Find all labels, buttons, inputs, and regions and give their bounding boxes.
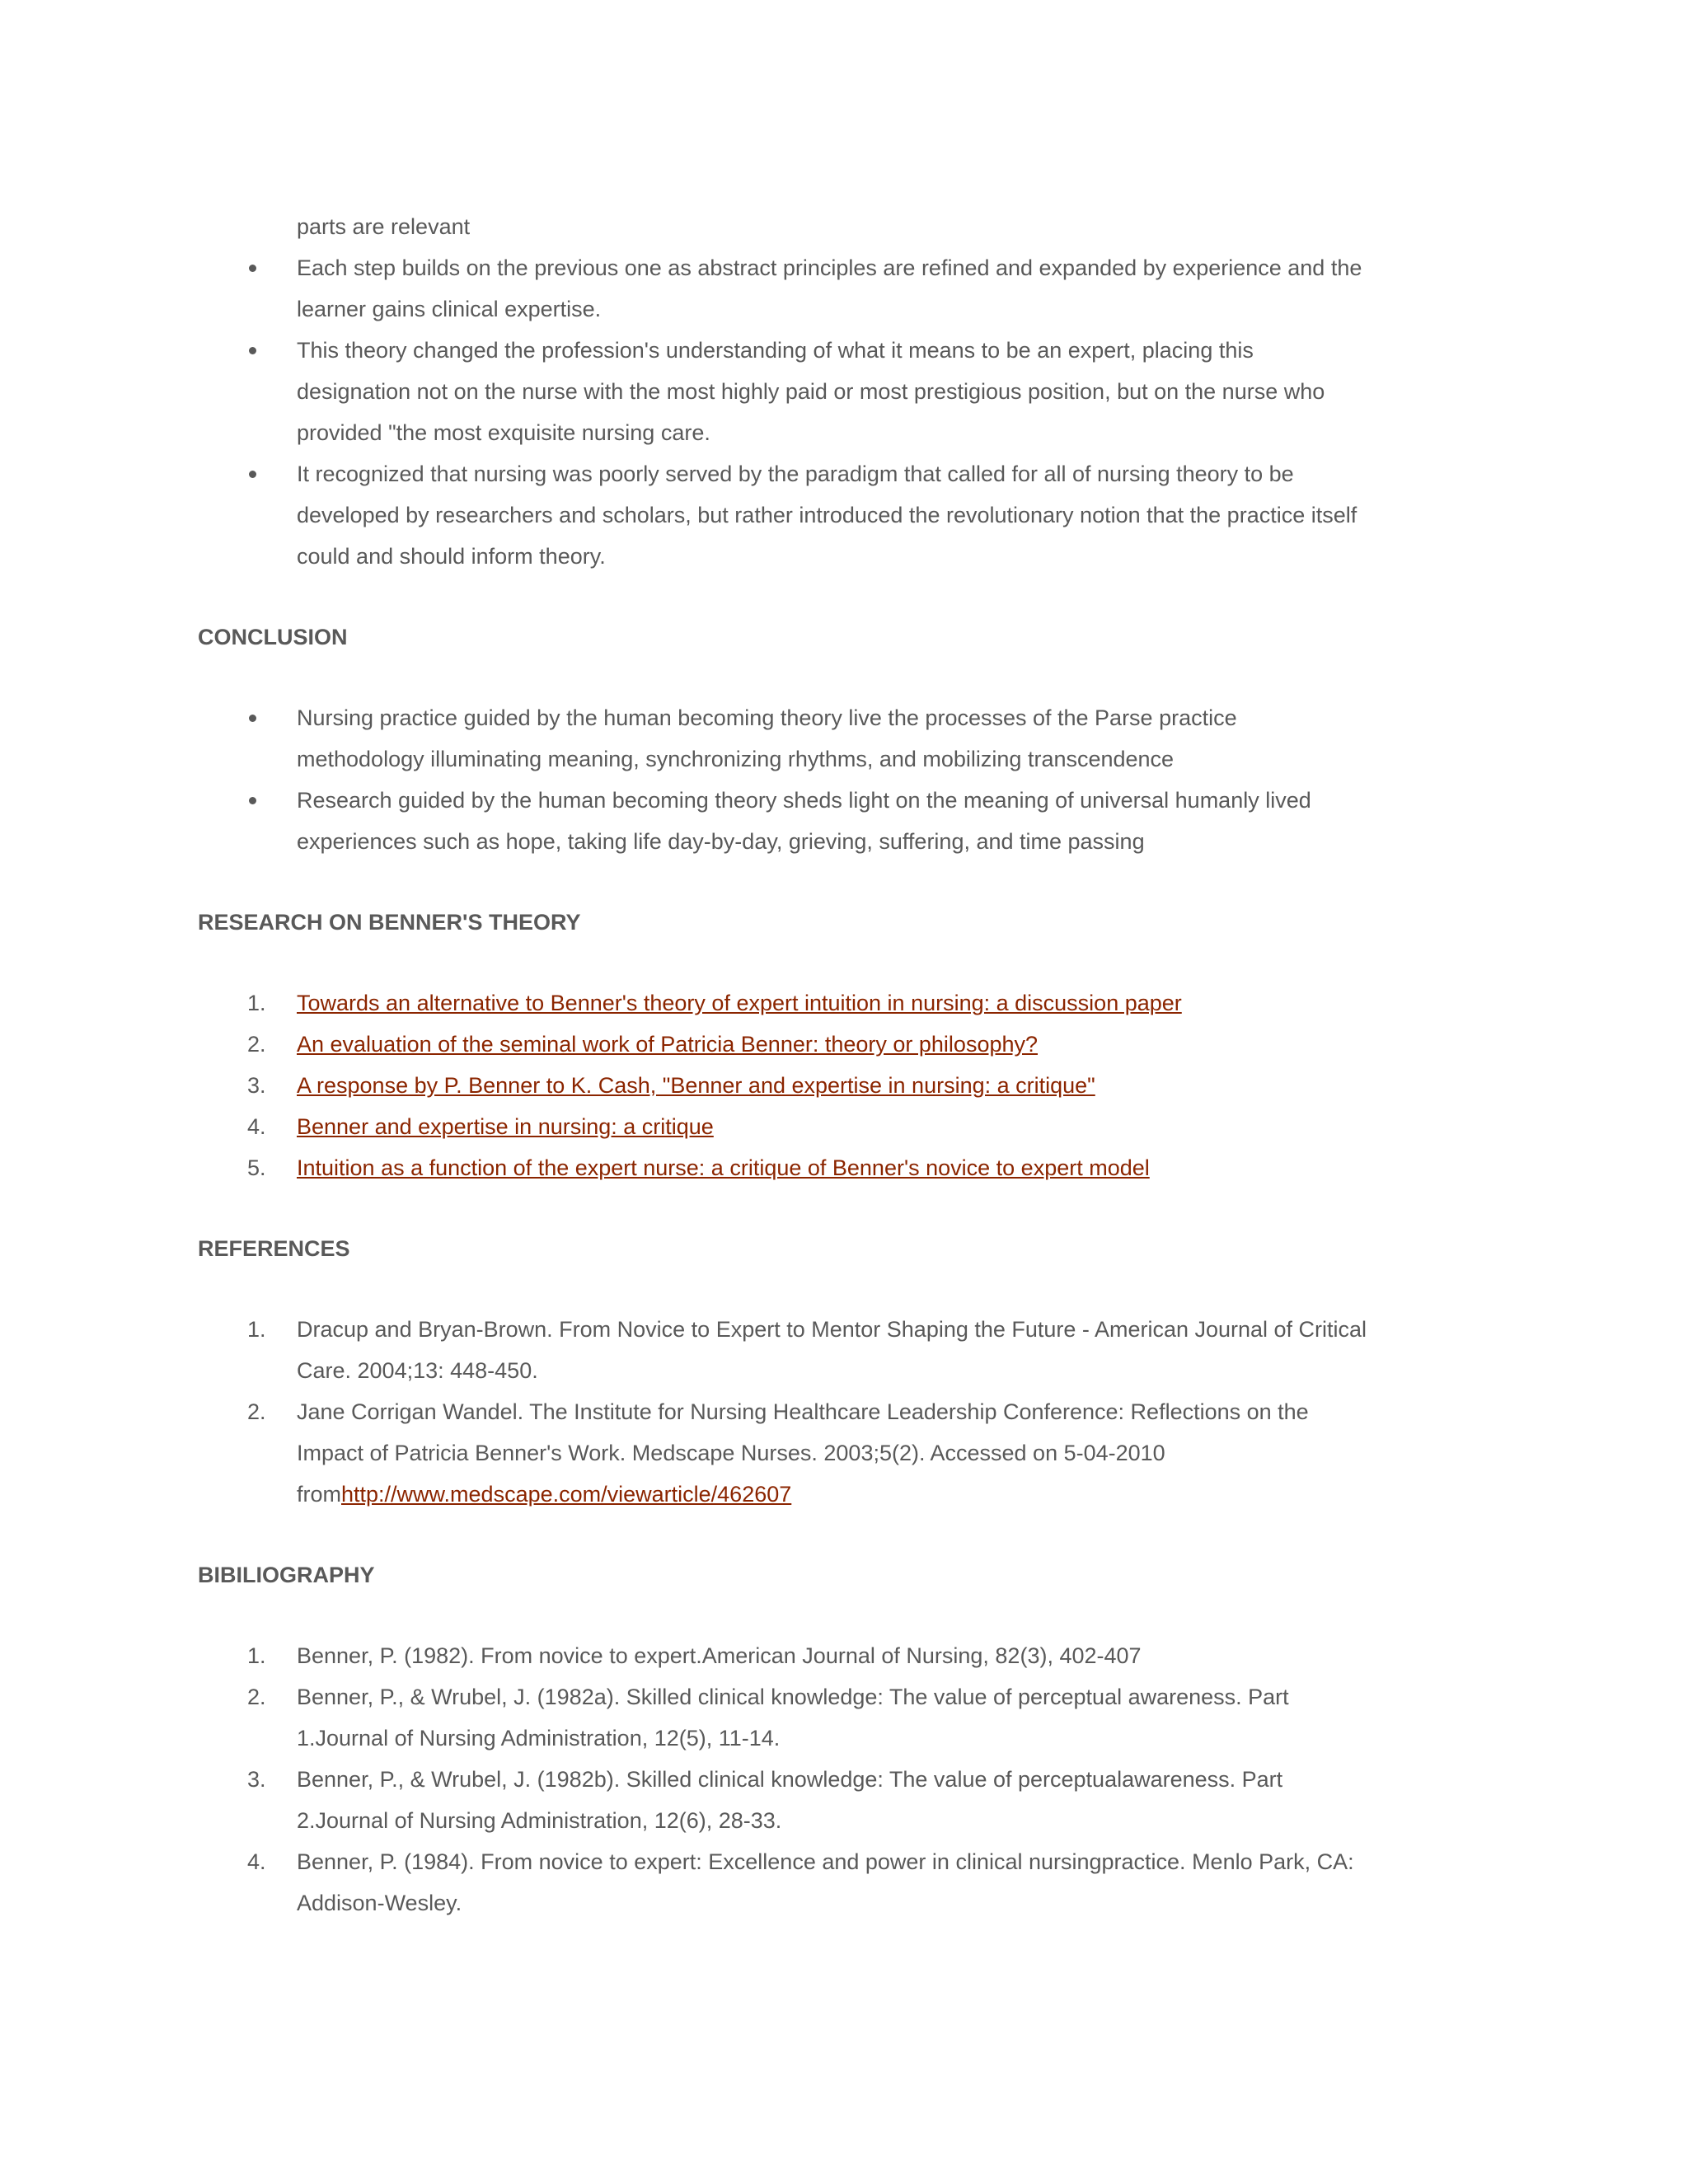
reference-text: Dracup and Bryan-Brown. From Novice to Expert to Mentor Shaping the Future - American Journal of Critical Care. 2004;13: 448-450. (297, 1317, 1367, 1383)
medscape-link[interactable]: http://www.medscape.com/viewarticle/462607 (341, 1482, 792, 1507)
list-item (198, 330, 1368, 453)
bullet-text: It recognized that nursing was poorly served by the paradigm that called for all of nursing theory to be developed by researchers and scholars, but rather introduced the revolutionary notion that the practice itself could and should inform theory. (297, 462, 1357, 569)
list-item (198, 1065, 1368, 1106)
list-number: 3. (247, 1767, 266, 1792)
list-item (198, 780, 1368, 862)
bibliography-list (198, 1635, 1368, 1924)
research-heading: RESEARCH ON BENNER'S THEORY (198, 910, 581, 935)
list-number: 1. (247, 1317, 266, 1342)
list-item (198, 247, 1368, 330)
bullet-icon (249, 265, 256, 272)
intro-bullet-list (198, 247, 1368, 577)
list-number: 2. (247, 1685, 266, 1709)
research-link-3[interactable]: A response by P. Benner to K. Cash, "Benner and expertise in nursing: a critique" (297, 1073, 1095, 1098)
list-number: 3. (247, 1073, 266, 1098)
bullet-icon (249, 347, 256, 354)
list-item (198, 1309, 1368, 1391)
list-item (198, 1676, 1368, 1759)
bibliography-heading: BIBILIOGRAPHY (198, 1563, 375, 1587)
list-number: 2. (247, 1032, 266, 1057)
list-item (198, 1841, 1368, 1924)
references-list (198, 1309, 1368, 1515)
conclusion-heading: CONCLUSION (198, 625, 348, 649)
bibliography-text: Benner, P. (1982). From novice to expert.American Journal of Nursing, 82(3), 402-407 (297, 1643, 1142, 1668)
references-heading: REFERENCES (198, 1236, 350, 1261)
research-link-5[interactable]: Intuition as a function of the expert nurse: a critique of Benner's novice to expert model (297, 1155, 1150, 1180)
list-item (198, 1147, 1368, 1188)
bullet-icon (249, 471, 256, 478)
bullet-text: Each step builds on the previous one as abstract principles are refined and expanded by experience and the learner gains clinical expertise. (297, 255, 1362, 321)
research-link-2[interactable]: An evaluation of the seminal work of Patricia Benner: theory or philosophy? (297, 1032, 1039, 1057)
list-item (198, 1635, 1368, 1676)
bullet-text: Research guided by the human becoming theory sheds light on the meaning of universal humanly lived experiences such as hope, taking life day-by-day, grieving, suffering, and time passing (297, 788, 1311, 854)
reference-text: Jane Corrigan Wandel. The Institute for Nursing Healthcare Leadership Conference: Reflections on the Impact of Patricia Benner's Work. Medscape Nurses. 2003;5(2). Accessed on 5-04-2010 (297, 1399, 1309, 1465)
bullet-icon (249, 715, 256, 722)
bullet-icon (249, 797, 256, 804)
list-item (198, 1391, 1368, 1515)
research-link-list (198, 982, 1368, 1188)
list-item (198, 697, 1368, 780)
list-item (198, 1106, 1368, 1147)
list-number: 4. (247, 1114, 266, 1139)
list-number: 4. (247, 1849, 266, 1874)
research-link-1[interactable]: Towards an alternative to Benner's theory of expert intuition in nursing: a discussion paper (297, 991, 1182, 1015)
bullet-text: This theory changed the profession's understanding of what it means to be an expert, placing this designation not on the nurse with the most highly paid or most prestigious position, but on the nurse who provided "the most exquisite nursing care. (297, 338, 1325, 445)
bibliography-text: Benner, P., & Wrubel, J. (1982a). Skilled clinical knowledge: The value of perceptual awareness. Part 1.Journal of Nursing Administration, 12(5), 11-14. (297, 1685, 1289, 1750)
conclusion-bullet-list (198, 697, 1368, 862)
bibliography-text: Benner, P. (1984). From novice to expert: Excellence and power in clinical nursingpractice. Menlo Park, CA: Addison-Wesley. (297, 1849, 1354, 1915)
continuation-text: parts are relevant (297, 214, 471, 239)
bibliography-text: Benner, P., & Wrubel, J. (1982b). Skilled clinical knowledge: The value of perceptualawareness. Part 2.Journal of Nursing Administration, 12(6), 28-33. (297, 1767, 1283, 1833)
research-link-4[interactable]: Benner and expertise in nursing: a critique (297, 1114, 714, 1139)
list-number: 1. (247, 1643, 266, 1668)
list-item (198, 1024, 1368, 1065)
list-item (198, 453, 1368, 577)
list-number: 1. (247, 991, 266, 1015)
document-body (198, 206, 1368, 1924)
bullet-text: Nursing practice guided by the human becoming theory live the processes of the Parse practice methodology illuminating meaning, synchronizing rhythms, and mobilizing transcendence (297, 705, 1237, 771)
reference-prefix: from (297, 1482, 341, 1507)
list-number: 2. (247, 1399, 266, 1424)
list-item (198, 1759, 1368, 1841)
list-item (198, 982, 1368, 1024)
list-number: 5. (247, 1155, 266, 1180)
